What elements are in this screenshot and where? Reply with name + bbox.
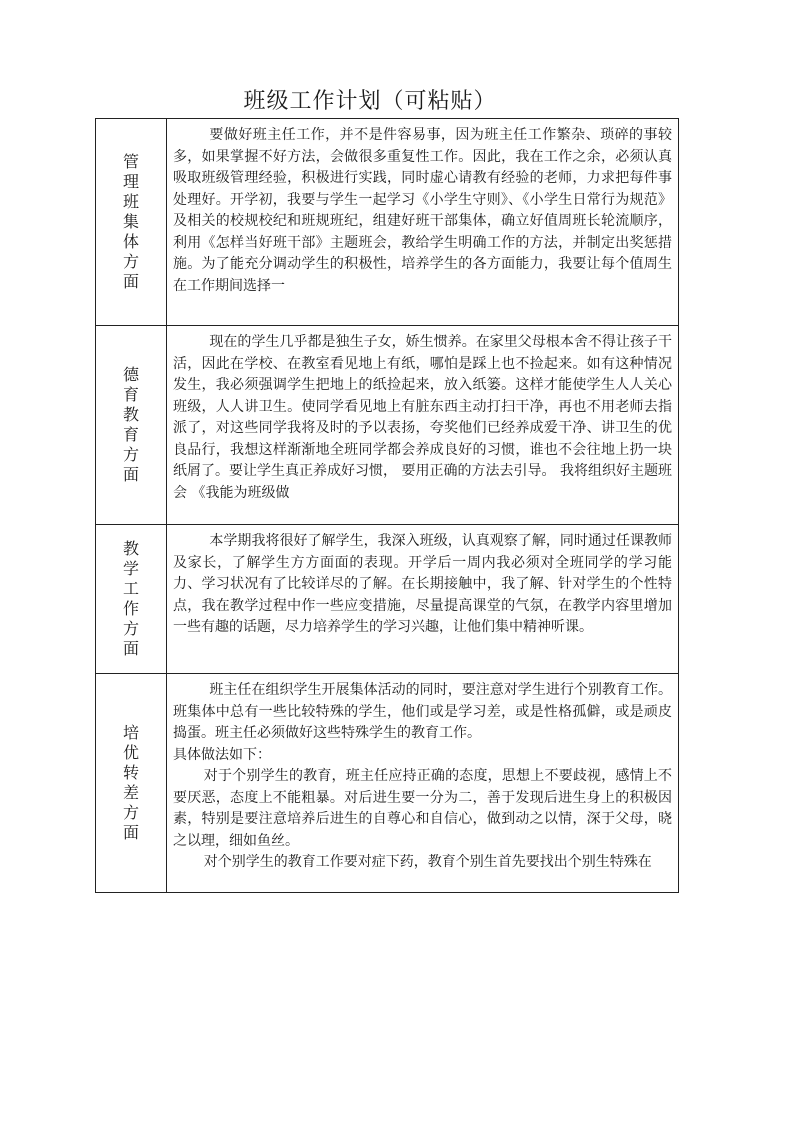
category-label: 德育教育方面	[122, 365, 139, 484]
content-paragraph: 现在的学生几乎都是独生子女，娇生惯养。在家里父母根本舍不得让孩子干活，因此在学校、在教室看见地上有纸，哪怕是踩上也不捡起来。如有这种情况发生，我必须强调学生把地上的纸捡起来，放入纸篓。这样才能使学生人人关心班级，人人讲卫生。使同学看见地上有脏东西主动打扫干净，再也不用老师去指派了，对这些同学我将及时的予以表扬，夸奖他们已经养成爱干净、讲卫生的优良品行，我想这样渐渐地全班同学都会养成良好的习惯，谁也不会往地上扔一块纸屑了。要让学生真正养成好习惯， 要用正确的方法去引导。 我将组织好主题班会 《我能为班级做	[173, 334, 672, 501]
content-cell	[167, 525, 679, 674]
content-paragraph: 对于个别学生的教育，班主任应持正确的态度，思想上不要歧视，感情上不要厌恶，态度上不能粗暴。对后进生要一分为二，善于发现后进生身上的积极因素，特别是要注意培养后进生的自尊心和自信心，做到动之以情，深于父母，晓之以理，细如鱼丝。	[173, 768, 672, 849]
category-label: 培优转差方面	[122, 723, 139, 842]
content-paragraph: 对个别学生的教育工作要对症下药，教育个别生首先要找出个别生特殊在	[203, 854, 652, 870]
category-cell	[96, 119, 167, 326]
table-row	[96, 326, 679, 525]
content-cell	[167, 326, 679, 525]
category-cell	[96, 326, 167, 525]
table-row	[96, 525, 679, 674]
category-label: 教学工作方面	[122, 539, 139, 658]
page-title: 班级工作计划（可粘贴）	[243, 89, 497, 114]
content-paragraph: 班主任在组织学生开展集体活动的同时，要注意对学生进行个别教育工作。班集体中总有一些比较特殊的学生，他们或是学习差，或是性格孤僻，或是顽皮捣蛋。班主任必须做好这些特殊学生的教育工作。	[173, 682, 672, 741]
work-plan-table	[95, 118, 679, 893]
content-paragraph: 具体做法如下：	[173, 746, 271, 763]
category-cell	[96, 525, 167, 674]
table-row	[96, 119, 679, 326]
content-cell	[167, 119, 679, 326]
content-paragraph: 本学期我将很好了解学生，我深入班级，认真观察了解，同时通过任课教师及家长，了解学生方方面面的表现。开学后一周内我必须对全班同学的学习能力、学习状况有了比较详尽的了解。在长期接触中，我了解、针对学生的个性特点，我在教学过程中作一些应变措施，尽量提高课堂的气氛，在教学内容里增加一些有趣的话题，尽力培养学生的学习兴趣，让他们集中精神听课。	[173, 533, 672, 635]
table-row	[96, 674, 679, 893]
category-label: 管理班集体方面	[122, 152, 139, 291]
content-paragraph: 要做好班主任工作，并不是件容易事，因为班主任工作繁杂、琐碎的事较多，如果掌握不好方法，会做很多重复性工作。因此，我在工作之余，必须认真吸取班级管理经验，积极进行实践，同时虚心请教有经验的老师，力求把每件事处理好。开学初，我要与学生一起学习《小学生守则》、《小学生日常行为规范》及相关的校规校纪和班规班纪，组建好班干部集体，确立好值周班长轮流顺序，利用《怎样当好班干部》主题班会，教给学生明确工作的方法，并制定出奖惩措施。为了能充分调动学生的积极性，培养学生的各方面能力，我要让每个值周生在工作期间选择一	[173, 127, 672, 294]
content-cell	[167, 674, 679, 893]
category-cell	[96, 674, 167, 893]
